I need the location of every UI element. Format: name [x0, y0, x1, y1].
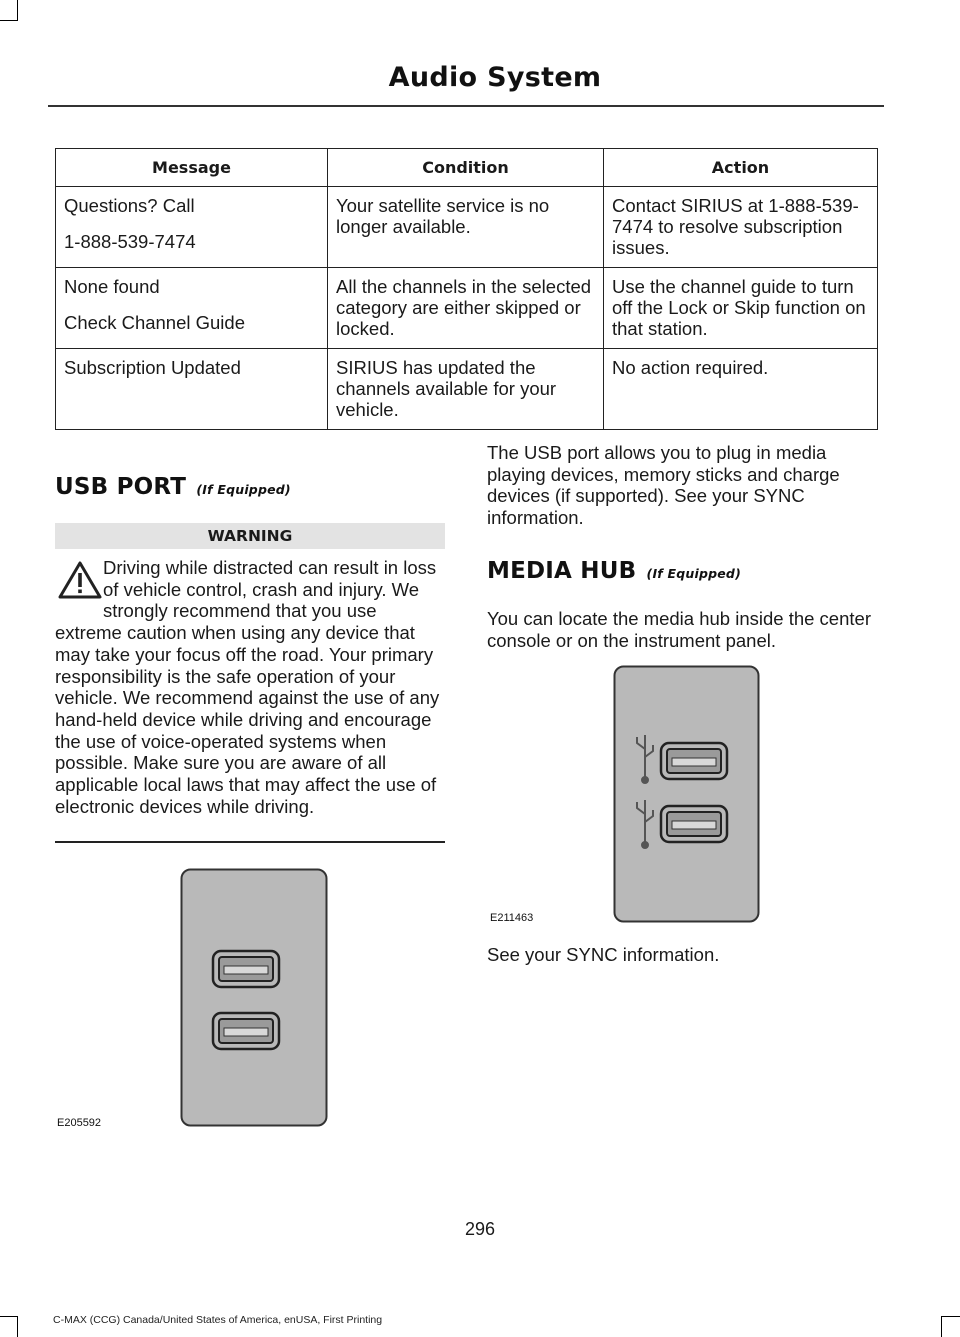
table-row	[56, 187, 878, 268]
warning-text: Driving while distracted can result in loss of vehicle control, crash and injury. We strongly recommend that you use extreme caution when using any device that may take your focus off the road. Your primary responsibility is the safe operation of your vehicle. We recommend against the use of any hand-held device while driving and encourage the use of voice-operated systems when possible. Make sure you are aware of all applicable local laws that may affect the use of electronic devices while driving.	[55, 557, 440, 817]
table-header-row	[56, 149, 878, 187]
action-cell: Contact SIRIUS at 1-888-539-7474 to resolve subscription issues.	[604, 187, 878, 268]
usb-port-description: The USB port allows you to plug in media playing devices, memory sticks and charge devices (if supported). See your SYNC information.	[487, 442, 840, 529]
media-hub-see-also: See your SYNC information.	[487, 944, 720, 965]
warning-label: WARNING	[55, 523, 445, 549]
media-hub-description: You can locate the media hub inside the center console or on the instrument panel.	[487, 608, 871, 651]
crop-mark	[941, 1317, 942, 1337]
action-cell: Use the channel guide to turn off the Lock or Skip function on that station.	[604, 268, 878, 349]
usb-socket-top	[661, 743, 727, 779]
message-table	[55, 148, 878, 430]
column-header-condition: Condition	[328, 149, 604, 187]
media-hub-illustration	[613, 665, 761, 925]
table-row	[56, 349, 878, 430]
crop-mark	[0, 20, 18, 21]
page-title: Audio System	[388, 62, 602, 93]
figure-code-usb: E205592	[57, 1117, 102, 1129]
condition-cell: All the channels in the selected category are either skipped or locked.	[328, 268, 604, 349]
message-cell: None found Check Channel Guide	[56, 268, 328, 349]
message-cell: Questions? Call 1-888-539-7474	[56, 187, 328, 268]
message-cell: Subscription Updated	[56, 349, 328, 430]
figure-code-media-hub: E211463	[490, 912, 534, 924]
crop-mark	[0, 1316, 18, 1317]
condition-cell: SIRIUS has updated the channels available for your vehicle.	[328, 349, 604, 430]
crop-mark	[941, 1316, 960, 1317]
media-hub-heading: MEDIA HUB (If Equipped)	[487, 558, 741, 584]
usb-port-illustration	[180, 868, 328, 1128]
action-cell: No action required.	[604, 349, 878, 430]
usb-socket-bottom	[213, 1013, 279, 1049]
usb-socket-top	[213, 951, 279, 987]
usb-socket-bottom	[661, 806, 727, 842]
table-row	[56, 268, 878, 349]
usb-port-heading: USB PORT (If Equipped)	[55, 474, 291, 500]
condition-cell: Your satellite service is no longer available.	[328, 187, 604, 268]
crop-mark	[17, 1317, 18, 1337]
column-header-action: Action	[604, 149, 878, 187]
warning-rule	[55, 841, 445, 843]
column-header-message: Message	[56, 149, 328, 187]
header-rule	[48, 105, 884, 107]
crop-mark	[17, 0, 18, 20]
publication-footer: C-MAX (CCG) Canada/United States of America, enUSA, First Printing	[53, 1314, 383, 1326]
page-number: 296	[464, 1219, 496, 1239]
